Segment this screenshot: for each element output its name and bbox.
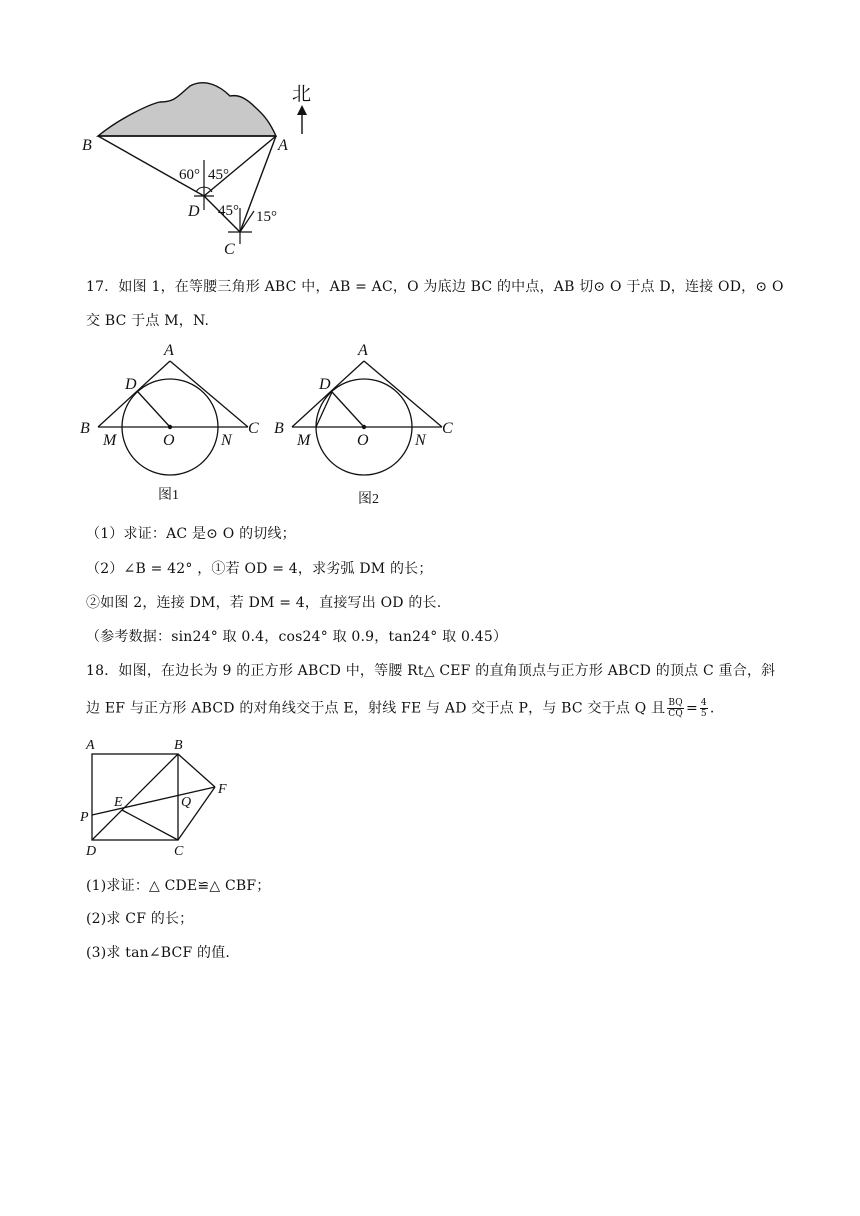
label-N: N [415,432,426,449]
ray-FP [92,787,215,815]
label-M: M [103,432,117,449]
q17-stem-line1: 17．如图 1，在等腰三角形 ABC 中，AB = AC，O 为底边 BC 的中点，AB 切⊙ O 于点 D，连接 OD，⊙ O [86,279,784,295]
label-M: M [297,432,311,449]
label-B: B [82,137,92,154]
label-C: C [442,420,453,437]
label-D: D [125,376,137,393]
q17-part2b: ②如图 2，连接 DM，若 DM = 4，直接写出 OD 的长. [86,595,442,611]
q17-part1: （1）求证：AC 是⊙ O 的切线； [86,526,296,542]
angle-45-top-label: 45° [208,167,229,183]
segment-AC [170,361,248,427]
segment-OD [138,392,170,427]
q18-stem-line1: 18．如图，在边长为 9 的正方形 ABCD 中，等腰 Rt△ CEF 的直角顶点与正方形 ABCD 的顶点 C 重合，斜 [86,663,776,679]
fraction-bq-cq [667,698,684,719]
ratio-numerator: 4 [700,698,707,708]
label-P: P [80,810,89,825]
angle-60-label: 60° [179,167,200,183]
label-D: D [188,203,200,220]
equals-sign: = [685,700,698,717]
segment-BF [178,754,215,787]
label-C: C [174,844,184,859]
q18-stem-text: 边 EF 与正方形 ABCD 的对角线交于点 E，射线 FE 与 AD 交于点 P，与 BC 交于点 Q 且 [86,700,666,717]
diagonal-BD [92,754,178,840]
segment-BA [98,361,170,427]
fraction-numerator: BQ [668,698,683,708]
label-C: C [224,241,235,258]
label-N: N [221,432,232,449]
north-arrow-icon [297,105,307,115]
figure-q17-1 [76,340,276,515]
q17-part2: （2）∠B = 42° ，①若 OD = 4，求劣弧 DM 的长； [86,561,433,577]
fraction-4-5 [700,698,708,719]
segment-CE [122,810,178,840]
label-B: B [274,420,284,437]
q18-part2: (2)求 CF 的长； [86,911,194,927]
figure-caption: 图2 [358,492,379,507]
label-O: O [357,432,369,449]
figure-q17-2 [270,340,470,515]
label-Q: Q [181,795,192,810]
label-O: O [163,432,175,449]
q17-stem-line2: 交 BC 于点 M，N. [86,313,210,329]
label-E: E [114,795,123,810]
label-D: D [86,844,97,859]
label-F: F [218,782,227,797]
angle-45-bottom-label: 45° [218,203,239,219]
north-label: 北 [292,84,312,105]
point-O [362,425,366,429]
q18-part3: (3)求 tan∠BCF 的值. [86,945,231,961]
period: . [709,700,715,717]
label-A: A [164,342,174,359]
mountain-shape [98,83,276,136]
label-A: A [278,137,288,154]
ratio-denominator: 5 [700,709,707,719]
q17-reference: （参考数据：sin24° 取 0.4，cos24° 取 0.9，tan24° 取 0.45） [86,629,508,645]
segment-OD [332,392,364,427]
segment-BA [292,361,364,427]
figure-q18 [78,734,248,864]
segment-BD [98,136,204,196]
label-D: D [319,376,331,393]
point-O [168,425,172,429]
figure-q16 [80,78,340,260]
q18-stem-line2 [86,698,714,719]
label-A: A [358,342,368,359]
label-C: C [248,420,259,437]
angle-15-label: 15° [256,209,277,225]
figure-caption: 图1 [158,488,179,503]
q18-part1: (1)求证：△ CDE≌△ CBF； [86,878,271,894]
label-A: A [86,738,95,753]
fraction-denominator: CQ [668,709,683,719]
segment-AC [364,361,442,427]
label-B: B [80,420,90,437]
label-B: B [174,738,183,753]
